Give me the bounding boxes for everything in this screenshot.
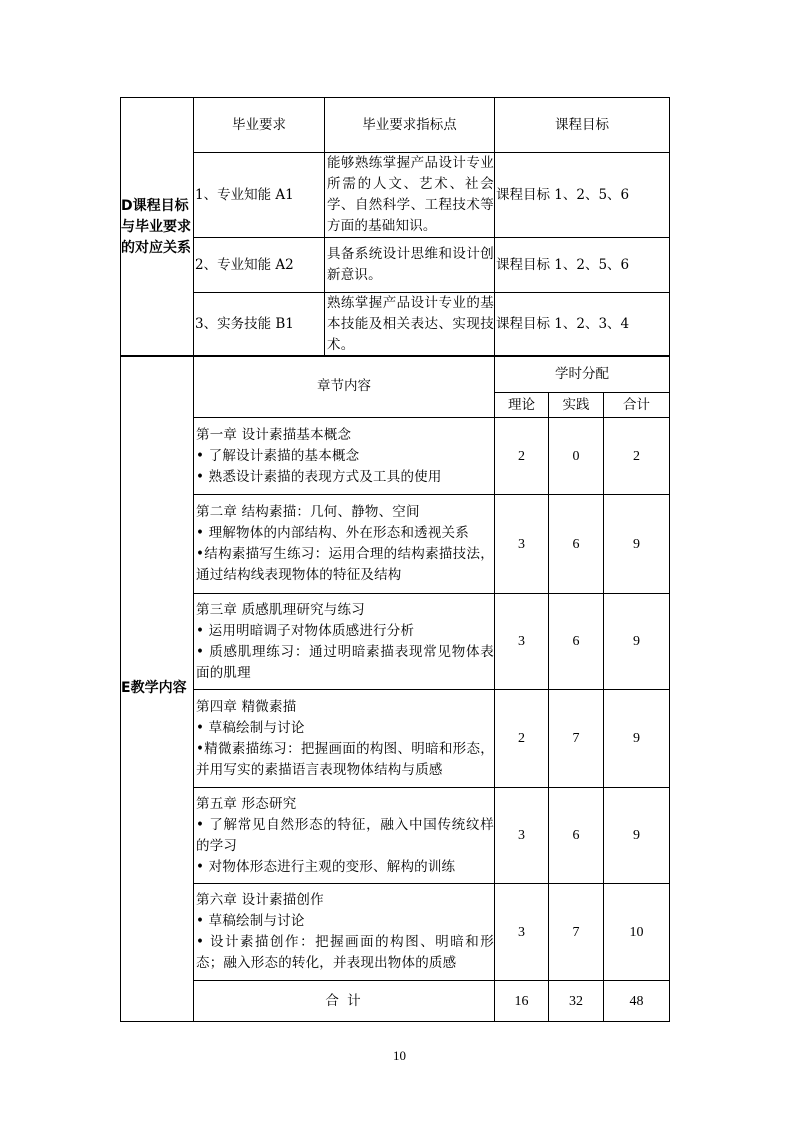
sum-theory: 16 <box>495 981 549 1022</box>
theory-hours: 3 <box>495 884 549 981</box>
theory-hours: 2 <box>495 690 549 788</box>
section-e-label: E教学内容 <box>121 356 194 1022</box>
header-hours: 学时分配 <box>495 356 670 393</box>
sum-label: 合 计 <box>194 981 495 1022</box>
chapter-content <box>194 690 495 788</box>
theory-hours: 3 <box>495 495 549 594</box>
chapter-item: • 了解常见自然形态的特征，融入中国传统纹样的学习 <box>196 816 494 854</box>
chapter-title: 第六章 设计素描创作 <box>196 892 324 908</box>
header-chapter-content: 章节内容 <box>194 356 495 418</box>
chapter-item: • 对物体形态进行主观的变形、解构的训练 <box>196 858 456 875</box>
chapter-item: • 熟悉设计素描的表现方式及工具的使用 <box>196 468 442 485</box>
indicator-cell: 熟练掌握产品设计专业的基本技能及相关表达、实现技术。 <box>325 293 495 357</box>
practice-hours: 6 <box>549 788 604 884</box>
chapter-item: • 运用明暗调子对物体质感进行分析 <box>196 622 415 639</box>
practice-hours: 6 <box>549 594 604 690</box>
chapter-content <box>194 884 495 981</box>
sum-row <box>121 981 670 1022</box>
chapter-title: 第四章 精微素描 <box>196 698 297 715</box>
total-hours: 2 <box>604 418 670 495</box>
chapter-item: • 草稿绘制与讨论 <box>196 719 305 736</box>
requirement-cell: 2、专业知能 A2 <box>194 238 325 293</box>
header-total: 合计 <box>604 393 670 418</box>
chapter-item: •结构素描写生练习：运用合理的结构素描技法，通过结构线表现物体的特征及结构 <box>196 546 494 583</box>
goal-cell: 课程目标 1、2、3、4 <box>495 293 670 357</box>
theory-hours: 3 <box>495 594 549 690</box>
total-hours: 10 <box>604 884 670 981</box>
table-row <box>121 788 670 884</box>
total-hours: 9 <box>604 495 670 594</box>
requirement-cell: 1、专业知能 A1 <box>194 153 325 238</box>
teaching-content-table <box>120 355 670 1022</box>
total-hours: 9 <box>604 690 670 788</box>
chapter-title: 第五章 形态研究 <box>196 795 297 812</box>
indicator-cell: 具备系统设计思维和设计创新意识。 <box>325 238 495 293</box>
table-row <box>121 594 670 690</box>
header-theory: 理论 <box>495 393 549 418</box>
header-course-goal: 课程目标 <box>495 98 670 153</box>
theory-hours: 3 <box>495 788 549 884</box>
chapter-item: • 理解物体的内部结构、外在形态和透视关系 <box>196 525 469 541</box>
practice-hours: 7 <box>549 884 604 981</box>
practice-hours: 6 <box>549 495 604 594</box>
indicator-cell: 能够熟练掌握产品设计专业所需的人文、艺术、社会学、自然科学、工程技术等方面的基础知识。 <box>325 153 495 238</box>
sum-total: 48 <box>604 981 670 1022</box>
chapter-item: • 了解设计素描的基本概念 <box>196 447 360 464</box>
chapter-item: •精微素描练习：把握画面的构图、明暗和形态，并用写实的素描语言表现物体结构与质感 <box>196 740 494 778</box>
table-row <box>121 690 670 788</box>
chapter-title: 第三章 质感肌理研究与练习 <box>196 601 365 618</box>
chapter-content <box>194 788 495 884</box>
header-requirement: 毕业要求 <box>194 98 325 153</box>
total-hours: 9 <box>604 788 670 884</box>
chapter-item: • 设计素描创作：把握画面的构图、明暗和形态；融入形态的转化，并表现出物体的质感 <box>196 934 494 971</box>
chapter-content <box>194 594 495 690</box>
objectives-requirements-table <box>120 97 670 357</box>
chapter-item: • 草稿绘制与讨论 <box>196 913 305 929</box>
header-practice: 实践 <box>549 393 604 418</box>
section-d-label: D课程目标与毕业要求的对应关系 <box>121 98 194 357</box>
table-row <box>121 238 670 293</box>
chapter-title: 第二章 结构素描：几何、静物、空间 <box>196 504 420 520</box>
requirement-cell: 3、实务技能 B1 <box>194 293 325 357</box>
sum-practice: 32 <box>549 981 604 1022</box>
goal-cell: 课程目标 1、2、5、6 <box>495 238 670 293</box>
chapter-content <box>194 418 495 495</box>
table-row <box>121 495 670 594</box>
chapter-content <box>194 495 495 594</box>
goal-cell: 课程目标 1、2、5、6 <box>495 153 670 238</box>
theory-hours: 2 <box>495 418 549 495</box>
header-indicator: 毕业要求指标点 <box>325 98 495 153</box>
chapter-title: 第一章 设计素描基本概念 <box>196 426 352 443</box>
chapter-item: • 质感肌理练习：通过明暗素描表现常见物体表面的肌理 <box>196 643 494 681</box>
table-row <box>121 153 670 238</box>
page-number: 10 <box>393 1048 406 1063</box>
total-hours: 9 <box>604 594 670 690</box>
practice-hours: 7 <box>549 690 604 788</box>
practice-hours: 0 <box>549 418 604 495</box>
table-row <box>121 293 670 357</box>
table-row <box>121 418 670 495</box>
table-row <box>121 884 670 981</box>
